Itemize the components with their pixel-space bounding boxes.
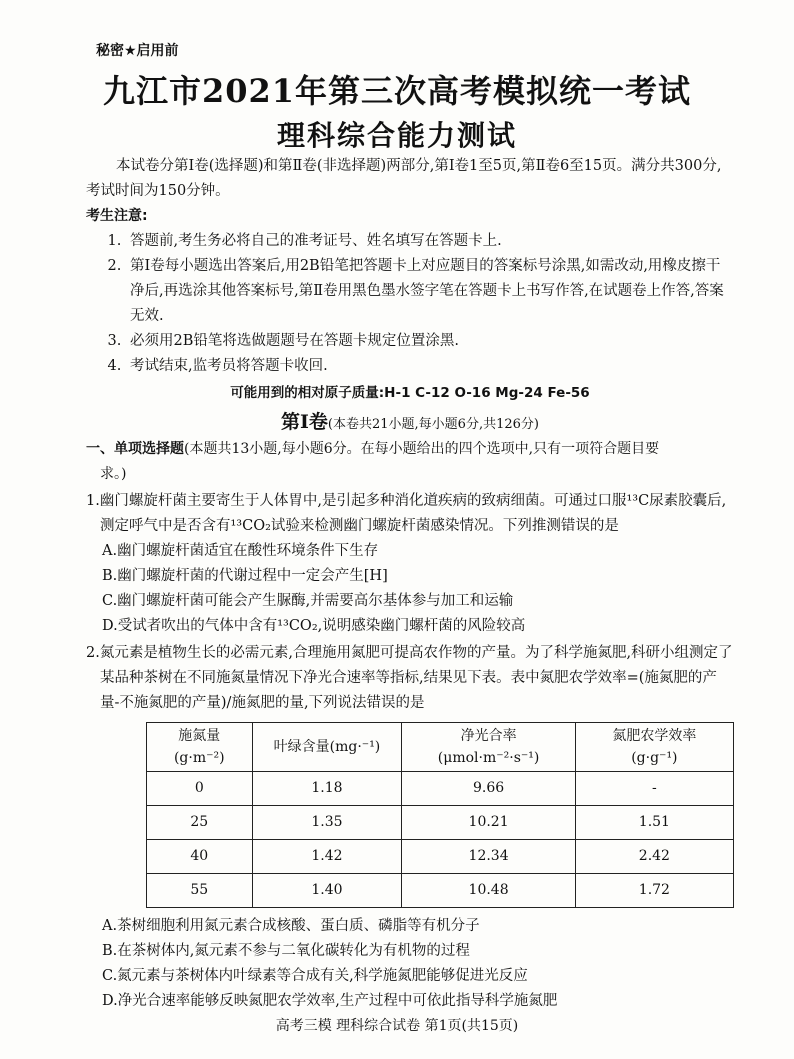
table-header: 施氮量 (g·m⁻²) (147, 723, 253, 772)
section-note-cont: 求。) (100, 466, 127, 482)
table-cell: 9.66 (402, 772, 575, 806)
option-b: B.在茶树体内,氮元素不参与二氧化碳转化为有机物的过程 (102, 943, 470, 959)
notice-item: 2. 第Ⅰ卷每小题选出答案后,用2B铅笔把答题卡上对应题目的答案标号涂黑,如需改动,用橡皮擦干净后,再选涂其他答案标号,第Ⅱ卷用黑色墨水签字笔在答题卡上书写作答,在试题卷上作答,答案无效. (126, 254, 734, 329)
volume-note: (本卷共21小题,每小题6分,共126分) (327, 417, 539, 432)
table-cell: - (575, 772, 733, 806)
table-header: 氮肥农学效率 (g·g⁻¹) (575, 723, 733, 772)
intro-paragraph: 本试卷分第Ⅰ卷(选择题)和第Ⅱ卷(非选择题)两部分,第Ⅰ卷1至5页,第Ⅱ卷6至15页。满分共300分,考试时间为150分钟。 (86, 158, 722, 199)
table-cell: 1.40 (252, 874, 402, 908)
table-cell: 1.72 (575, 874, 733, 908)
secret-label: 秘密★启用前 (96, 43, 179, 59)
table-row (147, 840, 734, 874)
question-2 (86, 641, 734, 1014)
table-header: 净光合率 (μmol·m⁻²·s⁻¹) (402, 723, 575, 772)
option-c: C.氮元素与茶树体内叶绿素等合成有关,科学施氮肥能够促进光反应 (102, 968, 528, 984)
table-row (147, 874, 734, 908)
notice-item: 4. 考试结束,监考员将答题卡收回. (126, 354, 734, 379)
table-cell: 12.34 (402, 840, 575, 874)
table-cell: 1.51 (575, 806, 733, 840)
data-table (146, 722, 734, 908)
table-cell: 0 (147, 772, 253, 806)
exam-body (86, 154, 734, 1014)
volume-title: 第Ⅰ卷 (281, 411, 328, 433)
notice-list (86, 229, 734, 379)
question-1 (86, 489, 734, 639)
question-stem: 1.幽门螺旋杆菌主要寄生于人体胃中,是引起多种消化道疾病的致病细菌。可通过口服¹³C尿素胶囊后,测定呼气中是否含有¹³CO₂试验来检测幽门螺旋杆菌感染情况。下列推测错误的是 (86, 493, 727, 534)
section-note: (本题共13小题,每小题6分。在每小题给出的四个选项中,只有一项符合题目要 (184, 441, 660, 457)
table-row (147, 772, 734, 806)
table-cell: 10.48 (402, 874, 575, 908)
table-header: 叶绿含量(mg·⁻¹) (252, 723, 402, 772)
table-cell: 10.21 (402, 806, 575, 840)
table-cell: 1.42 (252, 840, 402, 874)
table-cell: 1.35 (252, 806, 402, 840)
table-cell: 55 (147, 874, 253, 908)
table-cell: 1.18 (252, 772, 402, 806)
table-cell: 2.42 (575, 840, 733, 874)
notice-item: 1. 答题前,考生务必将自己的准考证号、姓名填写在答题卡上. (126, 229, 734, 254)
page-footer: 高考三模 理科综合试卷 第1页(共15页) (275, 1018, 519, 1034)
option-c: C.幽门螺旋杆菌可能会产生脲酶,并需要高尔基体参与加工和运输 (102, 593, 514, 609)
notice-heading: 考生注意: (86, 208, 148, 224)
notice-item: 3. 必须用2B铅笔将选做题题号在答题卡规定位置涂黑. (126, 329, 734, 354)
volume-heading (86, 410, 734, 437)
section-title: 一、单项选择题 (86, 441, 184, 457)
table-header-row (147, 723, 734, 772)
option-a: A.幽门螺旋杆菌适宜在酸性环境条件下生存 (102, 543, 379, 559)
option-d: D.受试者吹出的气体中含有¹³CO₂,说明感染幽门螺杆菌的风险较高 (102, 618, 526, 634)
atomic-masses: 可能用到的相对原子质量:H-1 C-12 O-16 Mg-24 Fe-56 (230, 385, 590, 401)
exam-subtitle: 理科综合能力测试 (276, 119, 517, 152)
table-row (147, 806, 734, 840)
option-a: A.茶树细胞利用氮元素合成核酸、蛋白质、磷脂等有机分子 (102, 918, 480, 934)
section-heading (86, 437, 734, 487)
option-b: B.幽门螺旋杆菌的代谢过程中一定会产生[H] (102, 568, 388, 584)
table-cell: 25 (147, 806, 253, 840)
table-cell: 40 (147, 840, 253, 874)
exam-title: 九江市2021年第三次高考模拟统一考试 (102, 72, 692, 110)
option-d: D.净光合速率能够反映氮肥农学效率,生产过程中可依此指导科学施氮肥 (102, 993, 558, 1009)
question-stem: 2.氮元素是植物生长的必需元素,合理施用氮肥可提高农作物的产量。为了科学施氮肥,科研小组测定了某品种茶树在不同施氮量情况下净光合速率等指标,结果见下表。表中氮肥农学效率=(施氮肥的产量-不施氮肥的产量)/施氮肥的量,下列说法错误的是 (86, 645, 733, 711)
